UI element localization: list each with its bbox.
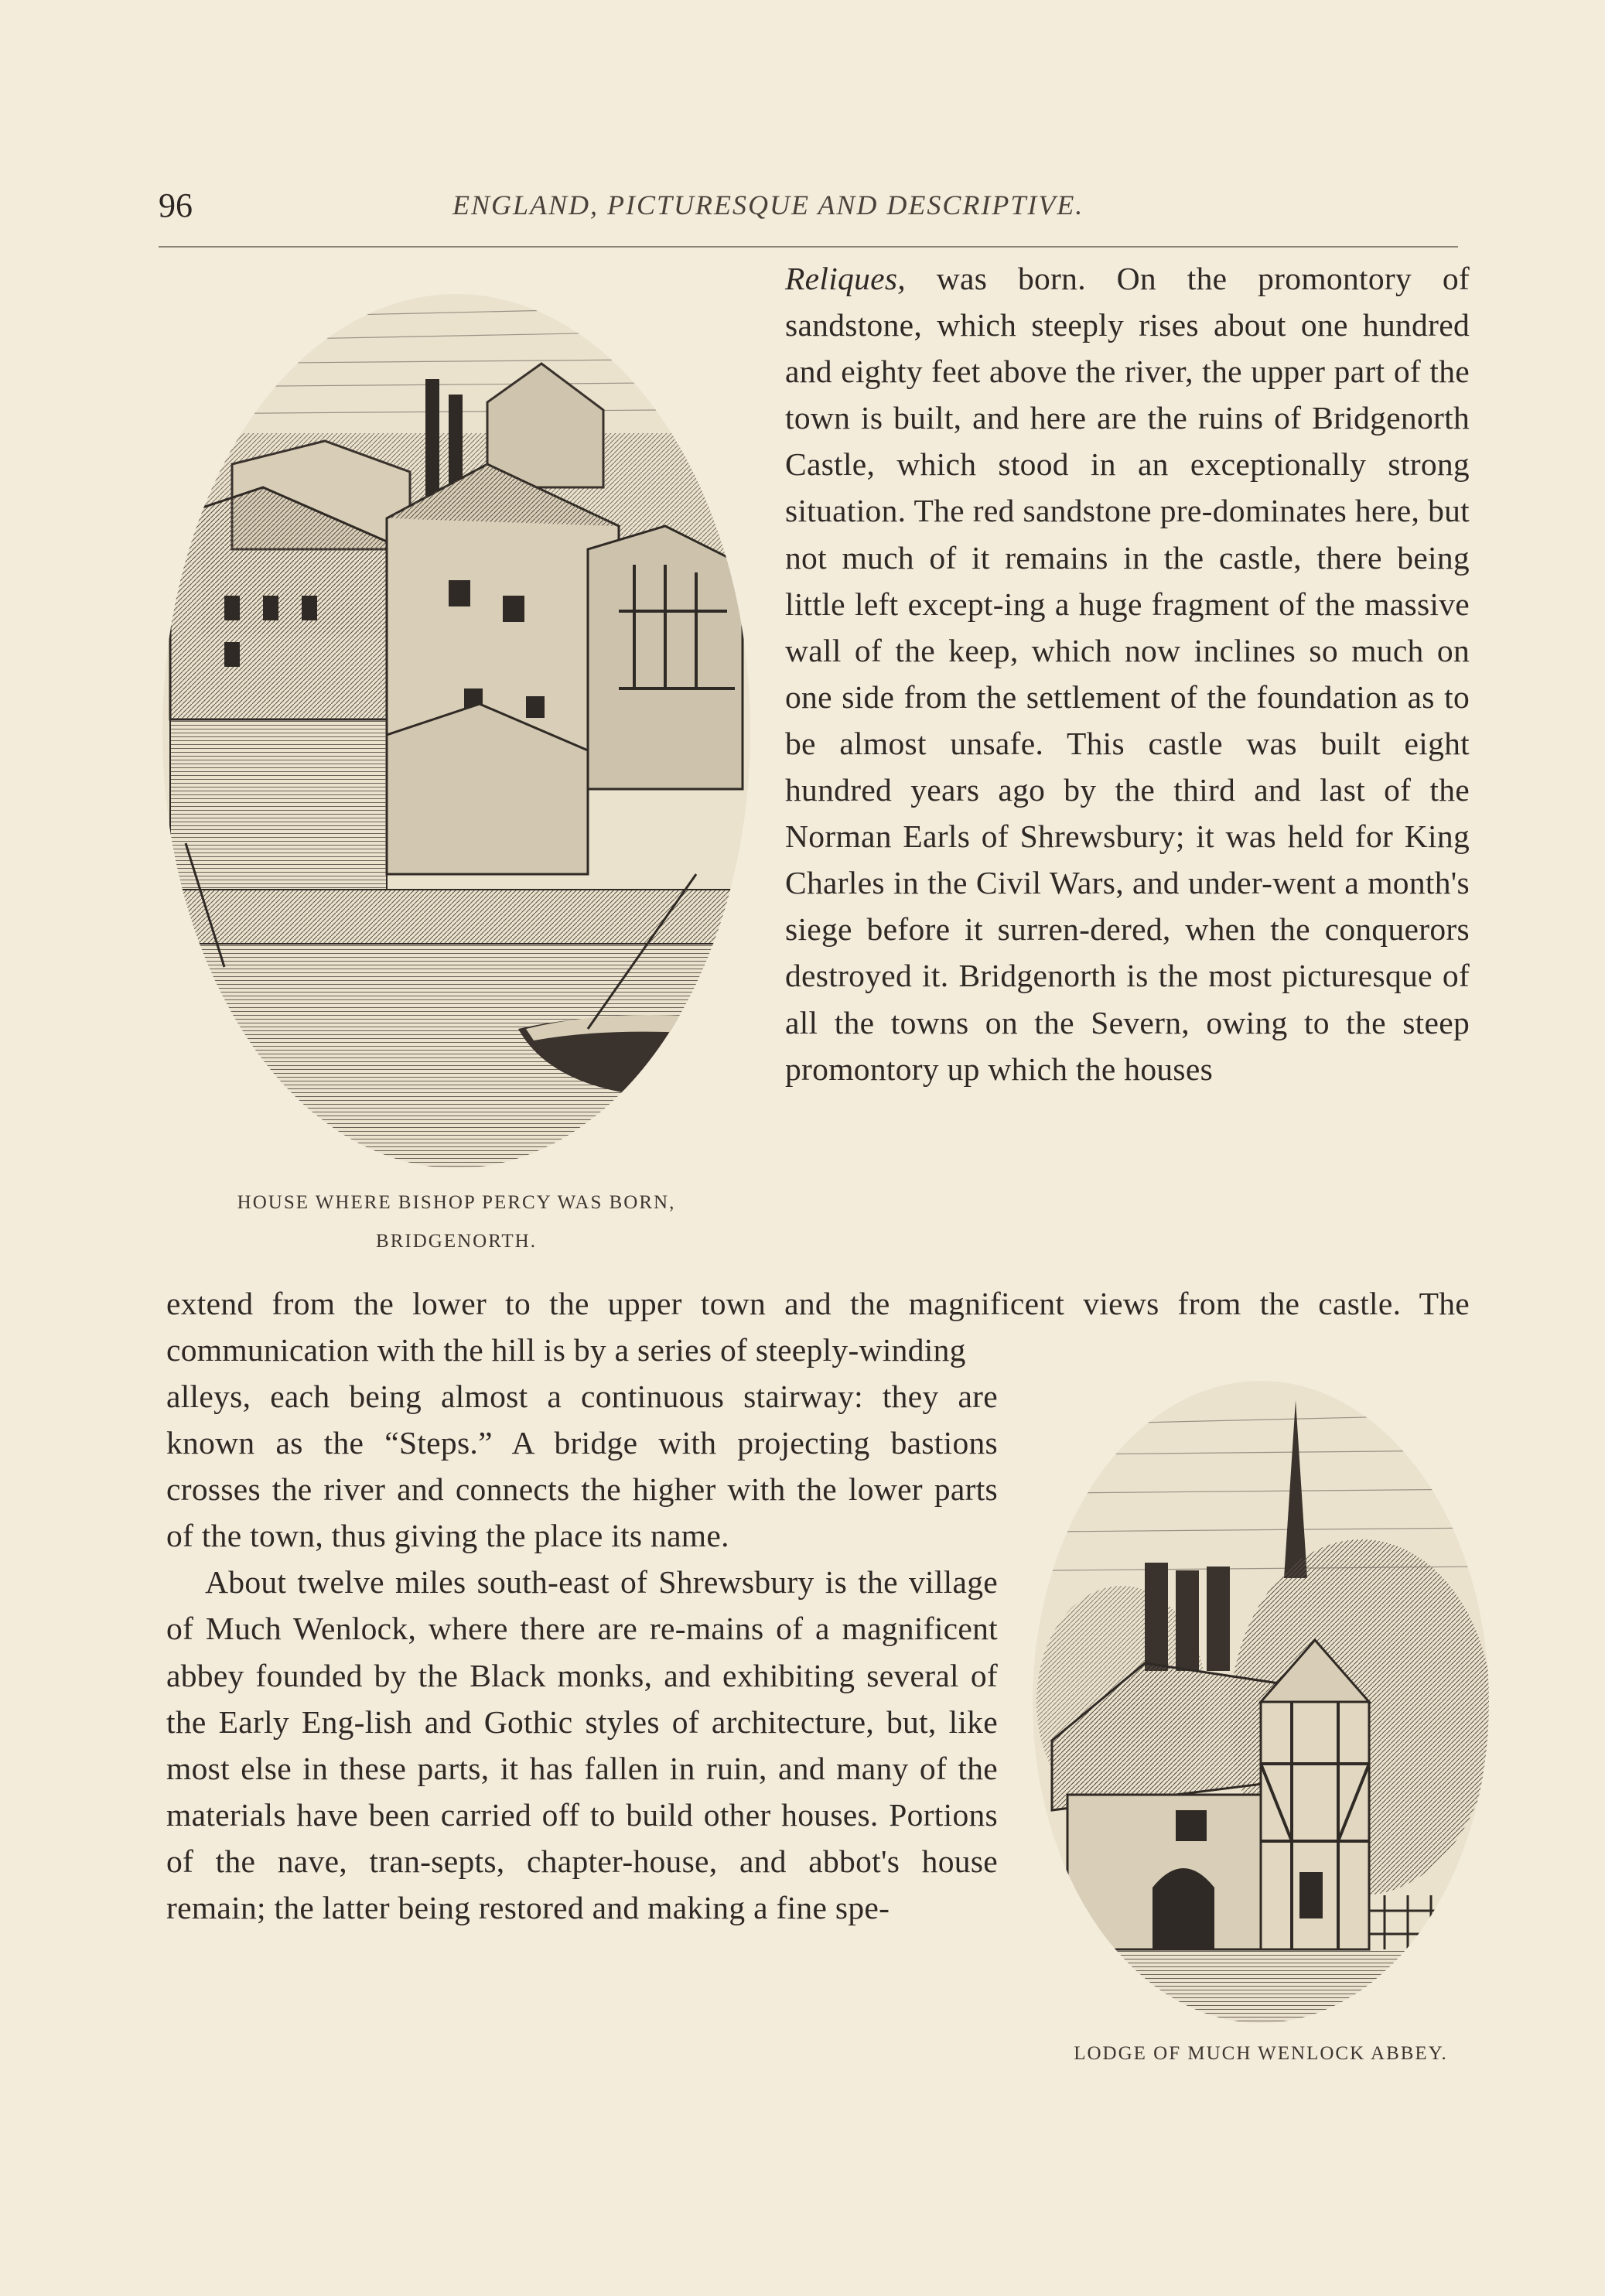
engraving-bridgenorth-house-icon (155, 286, 758, 1176)
figure-caption-bridgenorth (155, 1184, 758, 1261)
header-rule (159, 246, 1458, 248)
paragraph-left-2: About twelve miles south-east of Shrewsbury is the village of Much Wenlock, where there are re-mains of a magnificent abbey founded by the Black monks, and exhibiting several of the Early Eng-lish and Gothic styles of architecture, but, like most else in these parts, it has fallen in ruin, and many of the materials have been carried off to build other houses. Portions of the nave, tran-septs, chapter-house, and abbot's house remain; the latter being restored and making a fine spe- (166, 1564, 998, 1926)
engraving-wenlock-lodge-icon (1029, 1377, 1493, 2027)
text-full-width (166, 1280, 1470, 1373)
running-title: ENGLAND, PICTURESQUE AND DESCRIPTIVE. (452, 190, 1084, 220)
text-column-left (166, 1373, 998, 1931)
text-column-right (785, 255, 1470, 1092)
page-header (159, 186, 1458, 232)
italic-reliques: Reliques, (785, 261, 906, 296)
page-number: 96 (159, 186, 193, 224)
paragraph-right: was born. On the promontory of sandstone, which steeply rises about one hundred and eighty feet above the river, the upper part of the town is built, and here are the ruins of Bridgenorth Castle, which stood in an exceptionally strong situation. The red sandstone pre-dominates here, but not much of it remains in the castle, there being little left except-ing a huge fragment of the massive wall of the keep, which now inclines so much on one side from the settlement of the foundation as to be almost unsafe. This castle was built eight hundred years ago by the third and last of the Norman Earls of Shrewsbury; it was held for King Charles in the Civil Wars, and under-went a month's siege before it surren-dered, when the conquerors destroyed it. Bridgenorth is the most picturesque of all the towns on the Severn, owing to the steep promontory up which the houses (785, 261, 1470, 1087)
figure-caption-wenlock: LODGE OF MUCH WENLOCK ABBEY. (1074, 2043, 1448, 2064)
paragraph-left-1: alleys, each being almost a continuous stairway: they are known as the “Steps.” A bridge with projecting bastions crosses the river and connects the higher with the lower parts of the town, thus giving the place its name. (166, 1379, 998, 1554)
caption-line-2: BRIDGENORTH. (376, 1231, 537, 1252)
paragraph-full: extend from the lower to the upper town and the magnificent views from the castle. The communication with the hill is by a series of steeply-winding (166, 1286, 1470, 1368)
caption-line-1: HOUSE WHERE BISHOP PERCY WAS BORN, (237, 1192, 676, 1213)
